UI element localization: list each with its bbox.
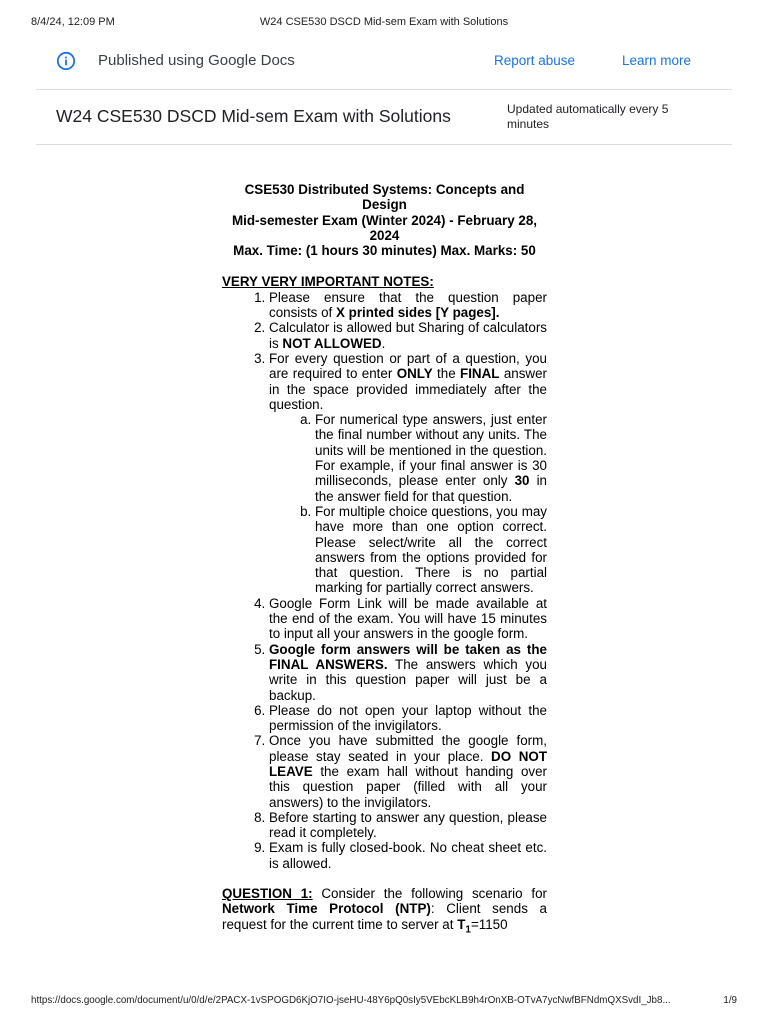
exam-date-line: Mid-semester Exam (Winter 2024) - February 28, 2024 bbox=[231, 212, 537, 243]
sub-notes-list bbox=[269, 412, 547, 596]
note-item: 4. Google Form Link will be made available at the end of the exam. You will have 15 minutes to input all your answers in the google form. bbox=[269, 596, 547, 642]
exam-marks-line: Max. Time: (1 hours 30 minutes) Max. Marks: 50 bbox=[233, 243, 536, 259]
info-icon bbox=[56, 51, 74, 69]
update-notice: Updated automatically every 5 minutes bbox=[507, 102, 669, 131]
note-item: 7. Once you have submitted the google form, please stay seated in your place. DO NOT LEAVE the exam hall without handing over this question paper (filled with all your answers) to the invigilators. bbox=[269, 733, 547, 809]
exam-heading bbox=[222, 182, 547, 258]
sub-note-item: b. For multiple choice questions, you may have more than one option correct. Please select/write all the correct answers from the options provided for that question. There is no partial marking for partially correct answers. bbox=[315, 504, 547, 596]
publish-text: Published using Google Docs bbox=[98, 52, 295, 69]
print-header bbox=[31, 16, 737, 30]
question-1: QUESTION 1: Consider the following scenario for Network Time Protocol (NTP): Client sends a request for the current time to server at $T_1=1150$ bbox=[222, 886, 547, 936]
notes-list bbox=[222, 290, 547, 871]
print-footer bbox=[31, 995, 737, 1009]
notes-title: VERY VERY IMPORTANT NOTES: bbox=[222, 274, 434, 290]
print-url: https://docs.google.com/document/u/0/d/e/2PACX-1vSPOGD6KjO7IO-jseHU-48Y6pQ0sIy5VEbcKLB9h4rOnXB-OTvA7ycNwfBFNdmQXSvdI_Jb8... bbox=[31, 995, 671, 1006]
note-item: 3. For every question or part of a question, you are required to enter ONLY the FINAL answer in the space provided immediately after the question. a. For numerical type answers, just enter the final number without any units. The units will be mentioned in the question. For example, if your final answer is 30 milliseconds, please enter only 30 in the answer field for that question. b. For multiple choice questions, you may have more than one option correct. Please select/write all the correct answers from the options provided for that question. There is no partial marking for partially correct answers. bbox=[269, 351, 547, 596]
sub-note-item: a. For numerical type answers, just enter the final number without any units. The units will be mentioned in the question. For example, if your final answer is 30 milliseconds, please enter only 30 in the answer field for that question. bbox=[315, 412, 547, 504]
print-datetime: 8/4/24, 12:09 PM bbox=[31, 16, 115, 28]
note-item: 1. Please ensure that the question paper consists of X printed sides [Y pages]. bbox=[269, 290, 547, 321]
note-item: 6. Please do not open your laptop without the permission of the invigilators. bbox=[269, 703, 547, 734]
divider bbox=[36, 89, 732, 90]
report-abuse-link[interactable]: Report abuse bbox=[494, 53, 576, 68]
note-item: 8. Before starting to answer any question, please read it completely. bbox=[269, 810, 547, 841]
publish-bar bbox=[56, 48, 712, 76]
question-label: QUESTION 1: bbox=[222, 886, 313, 902]
learn-more-link[interactable]: Learn more bbox=[622, 53, 692, 68]
print-page-title: W24 CSE530 DSCD Mid-sem Exam with Solutions bbox=[259, 16, 509, 28]
document-body bbox=[222, 182, 547, 938]
exam-course-title: CSE530 Distributed Systems: Concepts and Design bbox=[244, 182, 525, 213]
note-item: 2. Calculator is allowed but Sharing of calculators is NOT ALLOWED. bbox=[269, 320, 547, 351]
document-title: W24 CSE530 DSCD Mid-sem Exam with Solutions bbox=[56, 106, 451, 126]
note-item: 9. Exam is fully closed-book. No cheat sheet etc. is allowed. bbox=[269, 840, 547, 871]
divider bbox=[36, 144, 732, 145]
note-item: 5. Google form answers will be taken as the FINAL ANSWERS. The answers which you write in this question paper will just be a backup. bbox=[269, 642, 547, 703]
page-number: 1/9 bbox=[723, 995, 737, 1006]
